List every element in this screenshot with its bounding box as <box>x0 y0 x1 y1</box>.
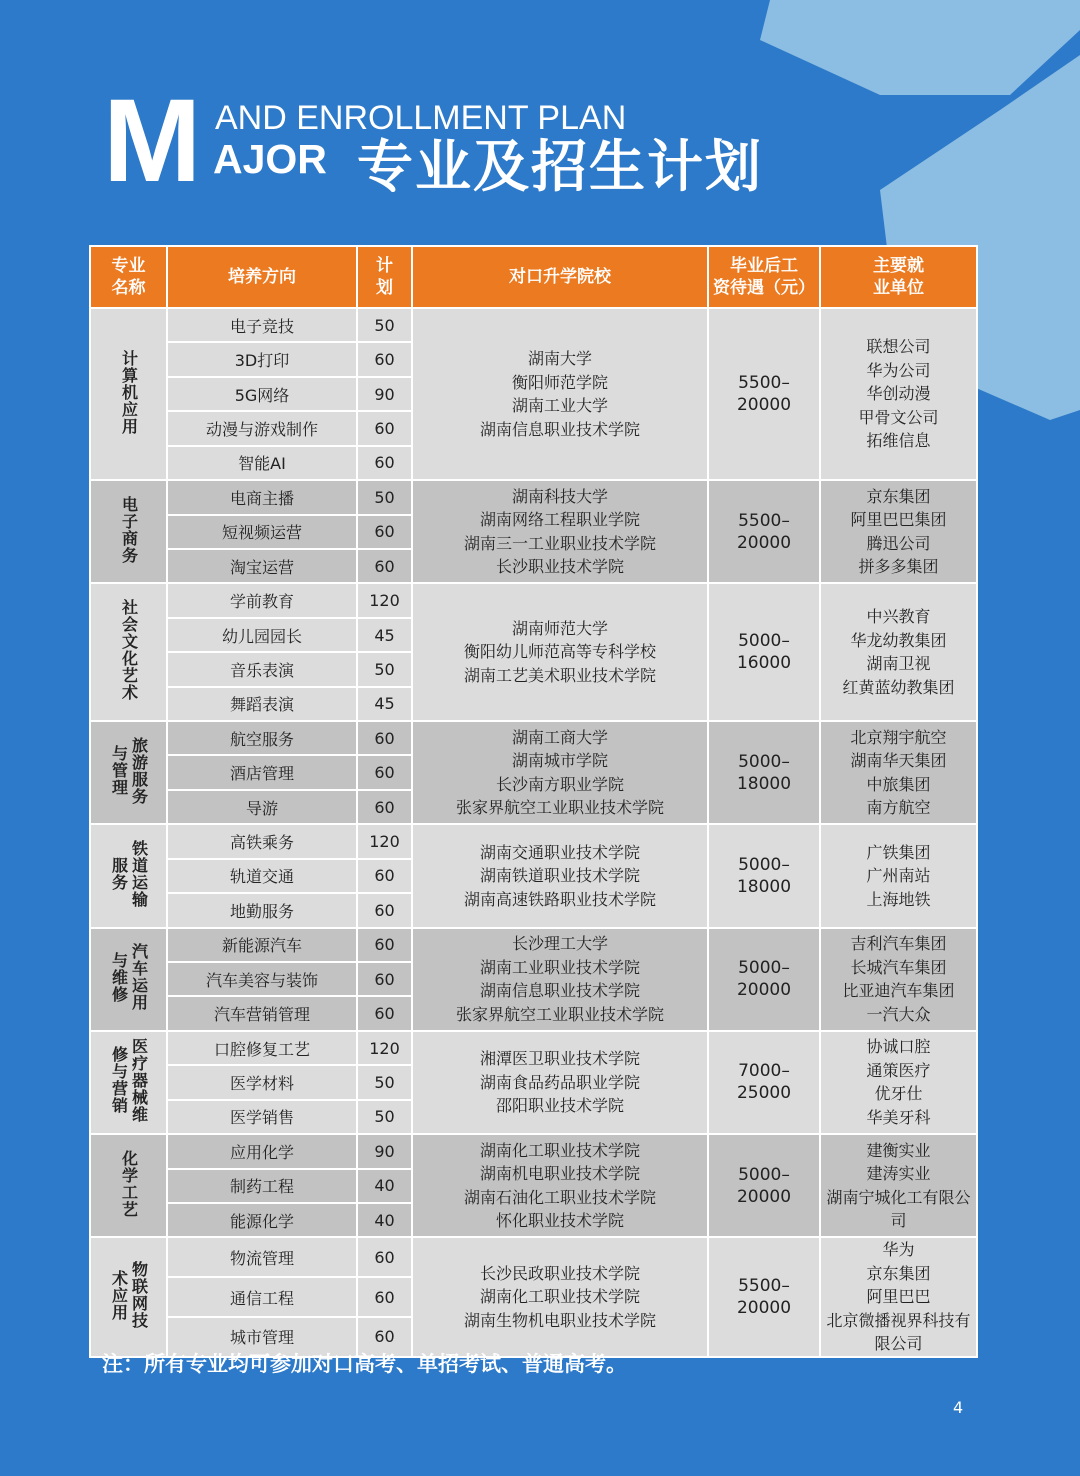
plan-cell: 120 <box>357 583 412 617</box>
direction-cell: 电商主播 <box>167 480 357 514</box>
category-text: 术应用 <box>109 1269 129 1321</box>
plan-cell: 60 <box>357 790 412 824</box>
salary-item: 20000 <box>736 1186 792 1207</box>
plan-cell: 40 <box>357 1169 412 1203</box>
category-label <box>120 599 138 701</box>
table-row <box>90 583 977 617</box>
direction-cell: 汽车美容与装饰 <box>167 962 357 996</box>
header-direction: 培养方向 <box>167 246 357 308</box>
schools-item: 湖南高速铁路职业技术学院 <box>463 889 656 909</box>
schools-cell <box>412 721 708 824</box>
schools-item: 湖南城市学院 <box>511 751 608 771</box>
table-row <box>90 928 977 962</box>
salary-item: 20000 <box>736 532 792 553</box>
units-item: 腾迅公司 <box>866 533 931 553</box>
units-cell <box>820 1031 977 1134</box>
units-item: 广州南站 <box>866 866 931 886</box>
direction-cell: 通信工程 <box>167 1277 357 1317</box>
category-label <box>120 1150 138 1218</box>
units-item: 通策医疗 <box>866 1060 931 1080</box>
schools-item: 怀化职业技术学院 <box>495 1211 624 1231</box>
salary-item: 5000– <box>738 751 790 772</box>
category-label <box>110 1261 148 1329</box>
schools-item: 长沙职业技术学院 <box>495 557 624 577</box>
category-text: 计算机应用 <box>119 349 139 435</box>
category-label <box>120 496 138 564</box>
plan-cell: 50 <box>357 1100 412 1134</box>
units-item: 湖南宁城化工有限公司 <box>826 1187 971 1231</box>
direction-cell: 物流管理 <box>167 1237 357 1277</box>
plan-cell: 60 <box>357 962 412 996</box>
table-body <box>90 308 977 1357</box>
units-item: 湖南卫视 <box>866 654 931 674</box>
plan-cell: 60 <box>357 1237 412 1277</box>
units-item: 华为公司 <box>866 360 931 380</box>
plan-table <box>89 245 978 1358</box>
plan-cell: 60 <box>357 549 412 583</box>
schools-item: 湖南化工职业技术学院 <box>479 1140 640 1160</box>
category-text: 电子商务 <box>119 495 139 564</box>
direction-cell: 舞蹈表演 <box>167 687 357 721</box>
plan-cell: 45 <box>357 687 412 721</box>
plan-cell: 60 <box>357 755 412 789</box>
units-item: 湖南华天集团 <box>850 751 947 771</box>
direction-cell: 音乐表演 <box>167 652 357 686</box>
salary-item: 25000 <box>736 1083 792 1104</box>
category-label <box>110 840 148 908</box>
table-row <box>90 824 977 858</box>
table-header-row <box>90 246 977 308</box>
category-text: 旅游服务 <box>129 736 149 805</box>
plan-cell: 90 <box>357 377 412 411</box>
salary-item: 5000– <box>738 631 790 652</box>
schools-cell <box>412 928 708 1031</box>
units-item: 南方航空 <box>866 798 931 818</box>
big-letter-m: M <box>103 75 200 207</box>
category-cell <box>90 480 167 583</box>
direction-cell: 3D打印 <box>167 342 357 376</box>
salary-cell <box>708 583 820 721</box>
category-text: 修与营销 <box>109 1046 129 1115</box>
salary-item: 20000 <box>736 395 792 416</box>
header-plan <box>357 246 412 308</box>
units-cell <box>820 721 977 824</box>
units-cell <box>820 480 977 583</box>
direction-cell: 5G网络 <box>167 377 357 411</box>
header-salary-line2: 资待遇（元） <box>713 278 815 298</box>
direction-cell: 酒店管理 <box>167 755 357 789</box>
schools-item: 长沙理工大学 <box>511 934 608 954</box>
plan-cell: 60 <box>357 1277 412 1317</box>
schools-item: 湖南大学 <box>527 349 592 369</box>
category-cell <box>90 1237 167 1357</box>
schools-item: 湖南信息职业技术学院 <box>479 419 640 439</box>
plan-cell: 120 <box>357 824 412 858</box>
direction-cell: 幼儿园园长 <box>167 618 357 652</box>
salary-item: 5500– <box>738 1276 790 1297</box>
header-plan-line2: 划 <box>376 278 393 298</box>
schools-item: 湘潭医卫职业技术学院 <box>479 1049 640 1069</box>
salary-item: 7000– <box>738 1061 790 1082</box>
salary-item: 5000– <box>738 1164 790 1185</box>
table-row <box>90 1031 977 1065</box>
plan-cell: 60 <box>357 1317 412 1357</box>
schools-item: 衡阳师范学院 <box>511 372 608 392</box>
direction-cell: 地勤服务 <box>167 893 357 927</box>
units-item: 中兴教育 <box>866 607 931 627</box>
schools-cell <box>412 1031 708 1134</box>
salary-cell <box>708 721 820 824</box>
schools-item: 湖南生物机电职业技术学院 <box>463 1310 656 1330</box>
schools-cell <box>412 824 708 927</box>
table-row <box>90 721 977 755</box>
direction-cell: 口腔修复工艺 <box>167 1031 357 1065</box>
schools-item: 湖南工艺美术职业技术学院 <box>463 665 656 685</box>
category-text: 社会文化艺术 <box>119 599 139 702</box>
units-cell <box>820 824 977 927</box>
schools-cell <box>412 1134 708 1237</box>
units-item: 拓维信息 <box>866 431 931 451</box>
category-text: 汽车运用 <box>129 943 149 1012</box>
direction-cell: 能源化学 <box>167 1203 357 1237</box>
direction-cell: 应用化学 <box>167 1134 357 1168</box>
units-cell <box>820 928 977 1031</box>
direction-cell: 医学销售 <box>167 1100 357 1134</box>
plan-cell: 60 <box>357 859 412 893</box>
salary-cell <box>708 928 820 1031</box>
units-item: 协诚口腔 <box>866 1037 931 1057</box>
schools-item: 长沙南方职业学院 <box>495 774 624 794</box>
direction-cell: 短视频运营 <box>167 515 357 549</box>
plan-cell: 60 <box>357 515 412 549</box>
units-item: 北京微播视界科技有限公司 <box>826 1310 971 1354</box>
units-item: 红黄蓝幼教集团 <box>842 677 955 697</box>
units-cell <box>820 583 977 721</box>
schools-cell <box>412 583 708 721</box>
header-salary <box>708 246 820 308</box>
salary-cell <box>708 1134 820 1237</box>
page-number: 4 <box>953 1398 964 1417</box>
plan-cell: 45 <box>357 618 412 652</box>
salary-cell <box>708 1031 820 1134</box>
plan-cell: 60 <box>357 721 412 755</box>
category-label <box>110 737 148 805</box>
category-cell <box>90 1134 167 1237</box>
header-salary-line1: 毕业后工 <box>730 256 798 276</box>
header-category-line2: 名称 <box>111 278 146 298</box>
category-cell <box>90 928 167 1031</box>
direction-cell: 城市管理 <box>167 1317 357 1357</box>
units-cell <box>820 308 977 480</box>
units-item: 华为 <box>882 1240 915 1260</box>
direction-cell: 高铁乘务 <box>167 824 357 858</box>
category-text: 与管理 <box>109 745 129 797</box>
schools-item: 湖南网络工程职业学院 <box>479 510 640 530</box>
footnote: 注：所有专业均可参加对口高考、单招考试、普通高考。 <box>102 1352 627 1376</box>
salary-cell <box>708 824 820 927</box>
plan-cell: 50 <box>357 480 412 514</box>
units-item: 优牙仕 <box>874 1084 923 1104</box>
units-item: 比亚迪汽车集团 <box>842 981 955 1001</box>
plan-cell: 50 <box>357 1065 412 1099</box>
units-item: 华龙幼教集团 <box>850 630 947 650</box>
salary-item: 20000 <box>736 980 792 1001</box>
units-item: 建涛实业 <box>866 1164 931 1184</box>
schools-item: 湖南工业职业技术学院 <box>479 957 640 977</box>
plan-cell: 50 <box>357 652 412 686</box>
schools-item: 张家界航空工业职业技术学院 <box>455 798 664 818</box>
english-title: AJOR <box>213 136 327 182</box>
salary-item: 20000 <box>736 1298 792 1319</box>
schools-item: 长沙民政职业技术学院 <box>479 1263 640 1283</box>
direction-cell: 新能源汽车 <box>167 928 357 962</box>
category-text: 化学工艺 <box>119 1149 139 1218</box>
category-cell <box>90 824 167 927</box>
plan-cell: 60 <box>357 342 412 376</box>
schools-item: 湖南信息职业技术学院 <box>479 981 640 1001</box>
category-label <box>120 350 138 435</box>
salary-cell <box>708 1237 820 1357</box>
schools-item: 张家界航空工业职业技术学院 <box>455 1004 664 1024</box>
direction-cell: 轨道交通 <box>167 859 357 893</box>
units-item: 联想公司 <box>866 337 931 357</box>
schools-item: 湖南工业大学 <box>511 396 608 416</box>
units-item: 广铁集团 <box>866 842 931 862</box>
direction-cell: 电子竞技 <box>167 308 357 342</box>
schools-item: 衡阳幼儿师范高等专科学校 <box>463 642 656 662</box>
english-subtitle: AND ENROLLMENT PLAN <box>215 99 627 137</box>
units-item: 拼多多集团 <box>858 557 939 577</box>
category-text: 物联网技 <box>129 1261 149 1330</box>
direction-cell: 智能AI <box>167 446 357 480</box>
salary-item: 18000 <box>736 876 792 897</box>
direction-cell: 动漫与游戏制作 <box>167 411 357 445</box>
header-units <box>820 246 977 308</box>
units-item: 北京翔宇航空 <box>850 727 947 747</box>
units-item: 阿里巴巴 <box>866 1287 931 1307</box>
plan-cell: 60 <box>357 411 412 445</box>
direction-cell: 航空服务 <box>167 721 357 755</box>
salary-cell <box>708 308 820 480</box>
salary-item: 18000 <box>736 773 792 794</box>
direction-cell: 导游 <box>167 790 357 824</box>
units-item: 阿里巴巴集团 <box>850 510 947 530</box>
category-text: 服务 <box>109 856 129 891</box>
schools-cell <box>412 1237 708 1357</box>
direction-cell: 汽车营销管理 <box>167 996 357 1030</box>
plan-cell: 90 <box>357 1134 412 1168</box>
schools-item: 邵阳职业技术学院 <box>495 1096 624 1116</box>
schools-item: 湖南化工职业技术学院 <box>479 1287 640 1307</box>
chinese-title: 专业及招生计划 <box>357 135 763 200</box>
category-cell <box>90 308 167 480</box>
units-item: 长城汽车集团 <box>850 957 947 977</box>
units-item: 京东集团 <box>866 486 931 506</box>
units-cell <box>820 1134 977 1237</box>
units-item: 一汽大众 <box>866 1004 931 1024</box>
units-item: 上海地铁 <box>866 889 931 909</box>
salary-item: 5000– <box>738 854 790 875</box>
table-row <box>90 308 977 342</box>
units-item: 甲骨文公司 <box>858 407 939 427</box>
schools-item: 湖南机电职业技术学院 <box>479 1164 640 1184</box>
table-row <box>90 480 977 514</box>
header-schools: 对口升学院校 <box>412 246 708 308</box>
schools-item: 湖南科技大学 <box>511 486 608 506</box>
category-label <box>110 943 148 1011</box>
header-units-line2: 业单位 <box>873 278 924 298</box>
direction-cell: 制药工程 <box>167 1169 357 1203</box>
schools-item: 湖南三一工业职业技术学院 <box>463 533 656 553</box>
plan-cell: 60 <box>357 893 412 927</box>
schools-item: 湖南食品药品职业学院 <box>479 1072 640 1092</box>
schools-item: 湖南石油化工职业技术学院 <box>463 1187 656 1207</box>
direction-cell: 淘宝运营 <box>167 549 357 583</box>
table-row <box>90 1134 977 1168</box>
schools-item: 湖南工商大学 <box>511 727 608 747</box>
salary-item: 5500– <box>738 510 790 531</box>
category-cell <box>90 1031 167 1134</box>
category-text: 医疗器械维 <box>129 1037 149 1123</box>
plan-cell: 60 <box>357 446 412 480</box>
salary-item: 5500– <box>738 373 790 394</box>
schools-cell <box>412 480 708 583</box>
plan-cell: 60 <box>357 928 412 962</box>
direction-cell: 医学材料 <box>167 1065 357 1099</box>
direction-cell: 学前教育 <box>167 583 357 617</box>
units-cell <box>820 1237 977 1357</box>
schools-cell <box>412 308 708 480</box>
salary-item: 5000– <box>738 958 790 979</box>
category-text: 与维修 <box>109 951 129 1003</box>
units-item: 京东集团 <box>866 1263 931 1283</box>
header-units-line1: 主要就 <box>873 256 924 276</box>
salary-cell <box>708 480 820 583</box>
header-category-line1: 专业 <box>111 256 146 276</box>
enrollment-table <box>89 245 976 1358</box>
category-cell <box>90 583 167 721</box>
units-item: 华创动漫 <box>866 384 931 404</box>
units-item: 华美牙科 <box>866 1107 931 1127</box>
units-item: 中旅集团 <box>866 774 931 794</box>
page-header <box>0 0 1080 240</box>
header-plan-line1: 计 <box>376 256 393 276</box>
plan-cell: 60 <box>357 996 412 1030</box>
plan-cell: 50 <box>357 308 412 342</box>
table-row <box>90 1237 977 1277</box>
schools-item: 湖南铁道职业技术学院 <box>479 866 640 886</box>
category-text: 铁道运输 <box>129 839 149 908</box>
header-category <box>90 246 167 308</box>
category-cell <box>90 721 167 824</box>
plan-cell: 120 <box>357 1031 412 1065</box>
units-item: 建衡实业 <box>866 1140 931 1160</box>
schools-item: 湖南交通职业技术学院 <box>479 842 640 862</box>
units-item: 吉利汽车集团 <box>850 934 947 954</box>
schools-item: 湖南师范大学 <box>511 618 608 638</box>
salary-item: 16000 <box>736 653 792 674</box>
category-label <box>110 1038 148 1123</box>
plan-cell: 40 <box>357 1203 412 1237</box>
